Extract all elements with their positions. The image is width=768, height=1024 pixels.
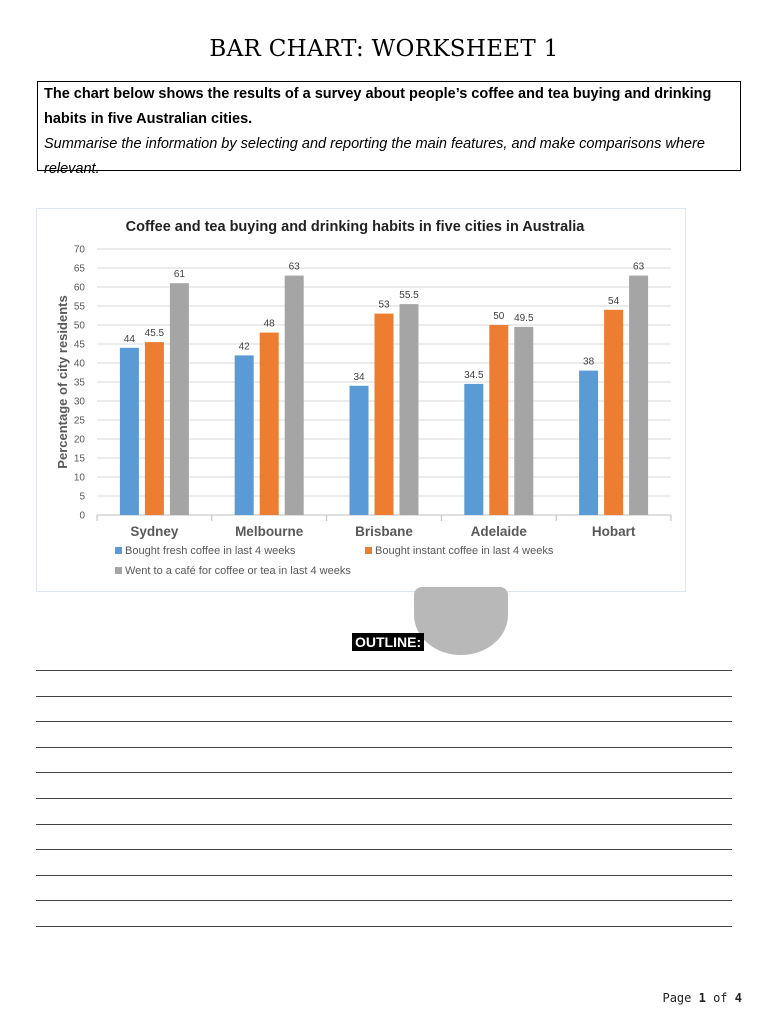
y-tick-label: 15 bbox=[73, 453, 85, 465]
bar-brisbane-series-2 bbox=[375, 314, 394, 515]
writing-line[interactable] bbox=[36, 721, 732, 722]
writing-line[interactable] bbox=[36, 696, 732, 697]
data-label: 34.5 bbox=[464, 369, 484, 381]
task-description: The chart below shows the results of a survey about people’s coffee and tea buying and drinking habits in five Australian cities. bbox=[44, 86, 712, 127]
page-current: 1 bbox=[698, 991, 706, 1005]
page-total: 4 bbox=[734, 991, 742, 1005]
writing-line[interactable] bbox=[36, 747, 732, 748]
legend-label-3: Went to a café for coffee or tea in last 4 weeks bbox=[125, 565, 351, 577]
data-label: 63 bbox=[288, 261, 300, 273]
y-tick-label: 40 bbox=[73, 358, 85, 370]
x-category-label: Sydney bbox=[130, 524, 179, 539]
writing-line[interactable] bbox=[36, 798, 732, 799]
legend-swatch-3 bbox=[115, 567, 122, 574]
bar-adelaide-series-2 bbox=[489, 325, 508, 515]
task-instruction: Summarise the information by selecting and reporting the main features, and make comparisons where relevant. bbox=[44, 136, 705, 177]
y-tick-label: 45 bbox=[73, 339, 85, 351]
worksheet-title: BAR CHART: WORKSHEET 1 bbox=[209, 36, 559, 62]
page-footer bbox=[662, 991, 742, 1005]
y-tick-label: 30 bbox=[73, 396, 85, 408]
x-category-label: Adelaide bbox=[470, 524, 527, 539]
x-category-label: Melbourne bbox=[235, 524, 304, 539]
bar-brisbane-series-1 bbox=[350, 386, 369, 515]
bar-melbourne-series-3 bbox=[285, 276, 304, 515]
bar-hobart-series-2 bbox=[604, 310, 623, 515]
y-tick-label: 35 bbox=[73, 377, 85, 389]
data-label: 61 bbox=[173, 269, 185, 281]
data-label: 49.5 bbox=[514, 312, 534, 324]
data-label: 55.5 bbox=[399, 290, 419, 302]
x-category-label: Brisbane bbox=[355, 524, 413, 539]
task-box bbox=[37, 81, 741, 177]
y-tick-label: 50 bbox=[73, 320, 85, 332]
bar-brisbane-series-3 bbox=[400, 304, 419, 515]
legend-swatch-1 bbox=[115, 547, 122, 554]
y-tick-label: 0 bbox=[79, 510, 85, 522]
data-label: 63 bbox=[633, 261, 645, 273]
x-category-label: Hobart bbox=[591, 524, 636, 539]
y-tick-label: 55 bbox=[73, 301, 85, 313]
bar-sydney-series-1 bbox=[120, 348, 139, 515]
data-label: 34 bbox=[353, 371, 365, 383]
bar-hobart-series-3 bbox=[629, 276, 648, 515]
bar-melbourne-series-1 bbox=[235, 355, 254, 515]
gray-blob-shape bbox=[414, 587, 508, 655]
bar-hobart-series-1 bbox=[579, 371, 598, 515]
y-axis-label: Percentage of city residents bbox=[55, 295, 70, 469]
of-word: of bbox=[713, 991, 728, 1005]
y-tick-label: 5 bbox=[79, 491, 85, 503]
writing-lines[interactable] bbox=[36, 670, 732, 952]
data-label: 38 bbox=[583, 356, 595, 368]
legend-label-1: Bought fresh coffee in last 4 weeks bbox=[125, 545, 296, 557]
bar-sydney-series-3 bbox=[170, 283, 189, 515]
outline-label: OUTLINE: bbox=[352, 633, 424, 651]
writing-line[interactable] bbox=[36, 849, 732, 850]
y-tick-label: 25 bbox=[73, 415, 85, 427]
writing-line[interactable] bbox=[36, 824, 732, 825]
bar-sydney-series-2 bbox=[145, 342, 164, 515]
data-label: 53 bbox=[378, 299, 390, 311]
y-tick-label: 20 bbox=[73, 434, 85, 446]
legend-swatch-2 bbox=[365, 547, 372, 554]
writing-line[interactable] bbox=[36, 926, 732, 927]
writing-line[interactable] bbox=[36, 900, 732, 901]
chart-title: Coffee and tea buying and drinking habits in five cities in Australia bbox=[125, 219, 585, 235]
data-label: 45.5 bbox=[144, 328, 165, 340]
writing-line[interactable] bbox=[36, 875, 732, 876]
data-label: 54 bbox=[608, 295, 620, 307]
chart-svg bbox=[37, 209, 685, 591]
data-label: 50 bbox=[493, 311, 505, 322]
y-tick-label: 60 bbox=[73, 282, 85, 294]
data-label: 44 bbox=[123, 333, 135, 345]
data-label: 48 bbox=[263, 318, 275, 330]
bar-melbourne-series-2 bbox=[260, 333, 279, 515]
y-tick-label: 70 bbox=[73, 244, 85, 256]
legend-label-2: Bought instant coffee in last 4 weeks bbox=[375, 545, 554, 557]
bar-chart bbox=[36, 208, 686, 592]
writing-line[interactable] bbox=[36, 670, 732, 671]
data-label: 42 bbox=[238, 341, 250, 353]
y-tick-label: 10 bbox=[73, 472, 85, 484]
writing-line[interactable] bbox=[36, 772, 732, 773]
bar-adelaide-series-3 bbox=[514, 327, 533, 515]
bar-adelaide-series-1 bbox=[464, 384, 483, 515]
y-tick-label: 65 bbox=[73, 263, 85, 275]
page-word: Page bbox=[662, 991, 692, 1005]
